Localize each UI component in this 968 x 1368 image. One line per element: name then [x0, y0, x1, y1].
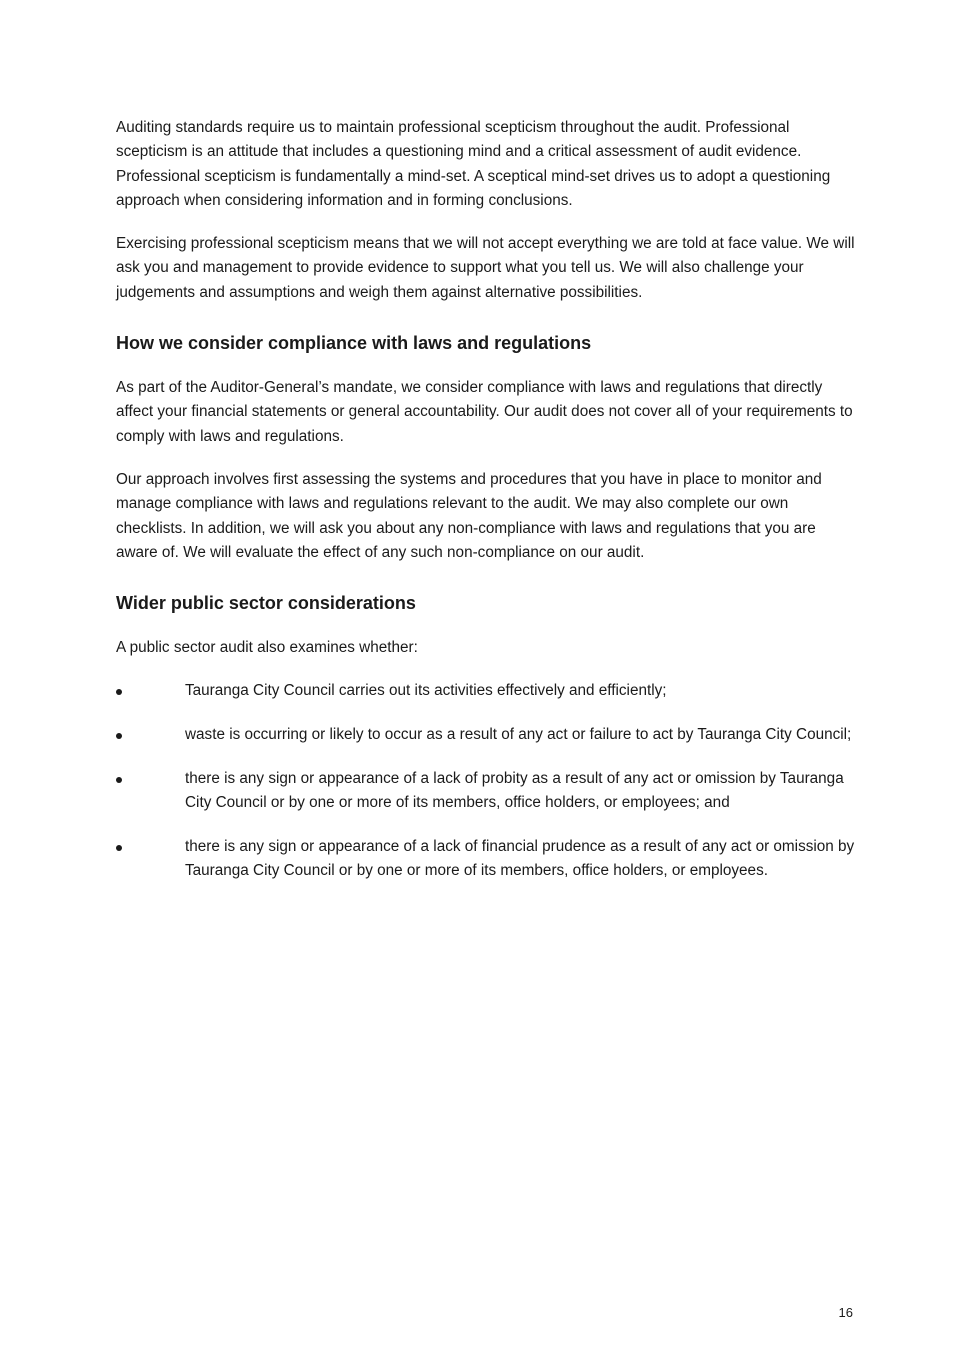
wider-intro-paragraph: A public sector audit also examines whether:: [116, 639, 418, 657]
list-item: [116, 767, 858, 816]
list-item-text: there is any sign or appearance of a lack of financial prudence as a result of any act or omission by Tauranga City Council or by one or more of its members, office holders, or employees.: [185, 838, 855, 880]
list-item: [116, 679, 858, 703]
laws-paragraph-1: As part of the Auditor-General’s mandate, we consider compliance with laws and regulations that directly affect your financial statements or general accountability. Our audit does not cover all of your requirements to comply with laws and regulations.: [116, 379, 853, 445]
list-item-text: Tauranga City Council carries out its activities effectively and efficiently;: [185, 682, 667, 700]
bullet-icon: [116, 733, 122, 739]
list-item-text: waste is occurring or likely to occur as a result of any act or failure to act by Tauranga City Council;: [185, 726, 852, 744]
bullet-icon: [116, 777, 122, 783]
laws-section-heading: How we consider compliance with laws and regulations: [116, 333, 592, 354]
page-number: 16: [838, 1305, 853, 1320]
list-item-text: there is any sign or appearance of a lack of probity as a result of any act or omission by Tauranga City Council or by one or more of its members, office holders, or employees; and: [185, 770, 844, 812]
scepticism-paragraph-1: Auditing standards require us to maintain professional scepticism throughout the audit. Professional scepticism is an attitude that includes a questioning mind and a critical assessment of audit evidence. Professional scepticism is fundamentally a mind-set. A sceptical mind-set drives us to adopt a questioning approach when considering information and in forming conclusions.: [116, 119, 831, 209]
considerations-list: [116, 679, 858, 883]
list-item: [116, 835, 858, 884]
scepticism-paragraph-2: Exercising professional scepticism means that we will not accept everything we are told at face value. We will ask you and management to provide evidence to support what you tell us. We will also challenge your judgements and assumptions and weigh them against alternative possibilities.: [116, 235, 855, 301]
bullet-icon: [116, 845, 122, 851]
bullet-icon: [116, 689, 122, 695]
wider-section-heading: Wider public sector considerations: [116, 593, 416, 614]
document-page: [116, 116, 858, 903]
laws-paragraph-2: Our approach involves first assessing the systems and procedures that you have in place to monitor and manage compliance with laws and regulations relevant to the audit. We may also complete our own checklists. In addition, we will ask you about any non-compliance with laws and regulations that you are aware of. We will evaluate the effect of any such non-compliance on our audit.: [116, 470, 822, 561]
list-item: [116, 723, 858, 747]
